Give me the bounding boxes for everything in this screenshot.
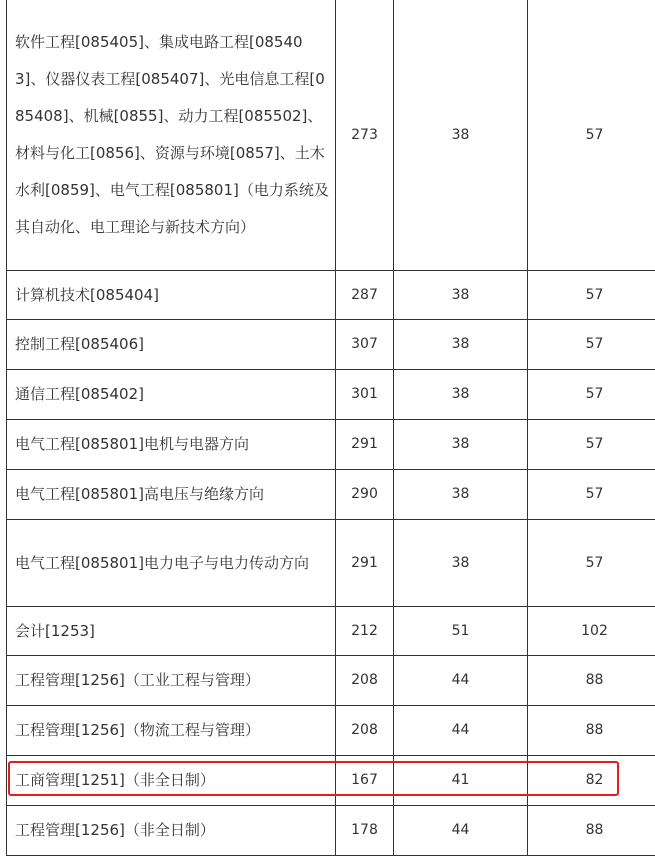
major-cell: 电气工程[085801]电机与电器方向 [7, 420, 336, 470]
single-subject-score-cell: 38 [394, 370, 528, 420]
table-row [7, 607, 655, 656]
total-score-cell: 208 [336, 706, 394, 756]
total-score-cell: 307 [336, 320, 394, 370]
multi-subject-score-cell: 88 [528, 706, 655, 756]
single-subject-score-cell: 38 [394, 320, 528, 370]
total-score-cell: 287 [336, 271, 394, 320]
table-row-highlighted [7, 756, 655, 806]
single-subject-score-cell: 41 [394, 756, 528, 806]
multi-subject-score-cell: 82 [528, 756, 655, 806]
major-cell: 工商管理[1251]（非全日制） [7, 756, 336, 806]
total-score-cell: 290 [336, 470, 394, 520]
major-cell: 控制工程[085406] [7, 320, 336, 370]
table-row [7, 271, 655, 320]
multi-subject-score-cell: 57 [528, 470, 655, 520]
table-row [7, 420, 655, 470]
major-cell: 会计[1253] [7, 607, 336, 656]
score-line-table [6, 0, 655, 856]
total-score-cell: 291 [336, 520, 394, 607]
multi-subject-score-cell: 102 [528, 607, 655, 656]
single-subject-score-cell: 44 [394, 706, 528, 756]
table-row [7, 520, 655, 607]
table-row [7, 0, 655, 271]
single-subject-score-cell: 38 [394, 0, 528, 271]
total-score-cell: 273 [336, 0, 394, 271]
major-cell: 工程管理[1256]（工业工程与管理） [7, 656, 336, 706]
major-cell: 电气工程[085801]电力电子与电力传动方向 [7, 520, 336, 607]
table-row [7, 320, 655, 370]
major-cell: 通信工程[085402] [7, 370, 336, 420]
single-subject-score-cell: 44 [394, 806, 528, 856]
total-score-cell: 291 [336, 420, 394, 470]
multi-subject-score-cell: 57 [528, 0, 655, 271]
single-subject-score-cell: 38 [394, 271, 528, 320]
table-row [7, 706, 655, 756]
table-row [7, 656, 655, 706]
table-row [7, 370, 655, 420]
total-score-cell: 208 [336, 656, 394, 706]
multi-subject-score-cell: 57 [528, 520, 655, 607]
multi-subject-score-cell: 57 [528, 420, 655, 470]
single-subject-score-cell: 38 [394, 520, 528, 607]
table-row [7, 470, 655, 520]
major-cell: 计算机技术[085404] [7, 271, 336, 320]
single-subject-score-cell: 51 [394, 607, 528, 656]
major-cell: 工程管理[1256]（物流工程与管理） [7, 706, 336, 756]
total-score-cell: 212 [336, 607, 394, 656]
multi-subject-score-cell: 88 [528, 656, 655, 706]
major-cell: 软件工程[085405]、集成电路工程[085403]、仪器仪表工程[085407]、光电信息工程[085408]、机械[0855]、动力工程[085502]、材料与化工[0856]、资源与环境[0857]、土木水利[0859]、电气工程[085801]（电力系统及其自动化、电工理论与新技术方向） [7, 0, 336, 271]
single-subject-score-cell: 38 [394, 420, 528, 470]
multi-subject-score-cell: 88 [528, 806, 655, 856]
multi-subject-score-cell: 57 [528, 320, 655, 370]
single-subject-score-cell: 38 [394, 470, 528, 520]
total-score-cell: 167 [336, 756, 394, 806]
total-score-cell: 178 [336, 806, 394, 856]
total-score-cell: 301 [336, 370, 394, 420]
major-cell: 电气工程[085801]高电压与绝缘方向 [7, 470, 336, 520]
multi-subject-score-cell: 57 [528, 370, 655, 420]
table-row [7, 806, 655, 856]
multi-subject-score-cell: 57 [528, 271, 655, 320]
major-cell: 工程管理[1256]（非全日制） [7, 806, 336, 856]
single-subject-score-cell: 44 [394, 656, 528, 706]
